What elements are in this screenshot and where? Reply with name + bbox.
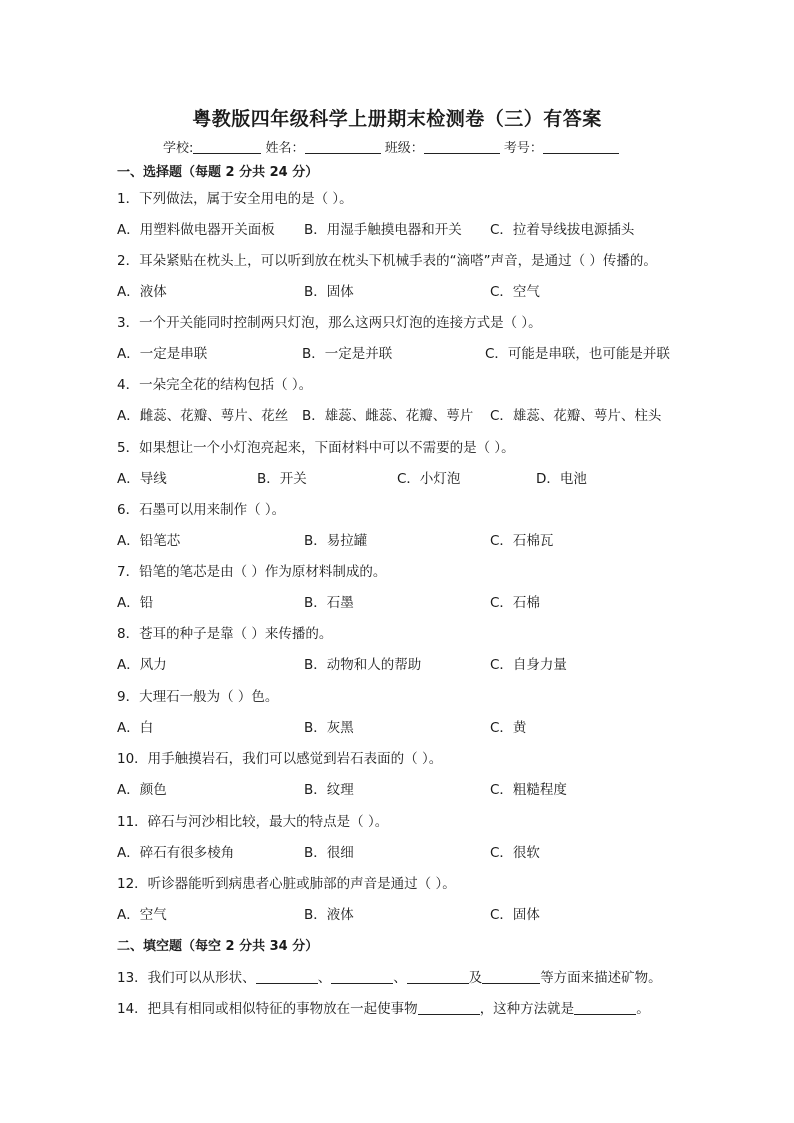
option-b[interactable]: B．纹理	[304, 782, 354, 798]
fill-in-question-14	[117, 997, 650, 1017]
question-text: 及	[468, 970, 483, 986]
exam-number-label: 考号：	[503, 141, 543, 156]
option-c[interactable]: C．小灯泡	[397, 471, 461, 487]
question-text: 14．把具有相同或相似特征的事物放在一起使事物	[117, 1001, 418, 1017]
question-text: 等方面来描述矿物。	[540, 970, 662, 986]
option-a[interactable]: A．颜色	[117, 782, 167, 798]
class-field[interactable]	[424, 139, 500, 154]
option-a[interactable]: A．雌蕊、花瓣、萼片、花丝	[117, 408, 289, 424]
answer-blank[interactable]	[418, 1000, 480, 1015]
question-stem: 9．大理石一般为（ ）色。	[117, 689, 279, 705]
question-options	[117, 903, 717, 923]
question-stem: 2．耳朵紧贴在枕头上，可以听到放在枕头下机械手表的“滴嗒”声音，是通过（ ）传播的。	[117, 253, 657, 269]
section-heading-fill-in: 二、填空题（每空 2 分共 34 分）	[117, 939, 319, 954]
name-label: 姓名：	[265, 141, 305, 156]
option-b[interactable]: B．很细	[304, 845, 354, 861]
question-options	[117, 404, 717, 424]
question-options	[117, 467, 717, 487]
question-stem: 11．碎石与河沙相比较，最大的特点是（ ）。	[117, 814, 389, 830]
option-a[interactable]: A．用塑料做电器开关面板	[117, 222, 275, 238]
option-b[interactable]: B．动物和人的帮助	[304, 657, 422, 673]
school-field[interactable]	[193, 139, 261, 154]
option-c[interactable]: C．自身力量	[490, 657, 567, 673]
question-text: ，这种方法就是	[479, 1001, 575, 1017]
exam-number-field[interactable]	[543, 139, 619, 154]
option-a[interactable]: A．铅	[117, 595, 154, 611]
option-d[interactable]: D．电池	[536, 471, 587, 487]
class-label: 班级：	[384, 141, 424, 156]
option-c[interactable]: C．石棉瓦	[490, 533, 554, 549]
question-stem: 3．一个开关能同时控制两只灯泡，那么这两只灯泡的连接方式是（ ）。	[117, 315, 542, 331]
question-options	[117, 841, 717, 861]
option-c[interactable]: C．空气	[490, 284, 540, 300]
section-heading-choice: 一、选择题（每题 2 分共 24 分）	[117, 165, 319, 180]
answer-blank[interactable]	[574, 1000, 636, 1015]
option-c[interactable]: C．黄	[490, 720, 527, 736]
option-c[interactable]: C．很软	[490, 845, 540, 861]
page-title: 粤教版四年级科学上册期末检测卷（三）有答案	[192, 108, 602, 130]
option-a[interactable]: A．液体	[117, 284, 167, 300]
answer-blank[interactable]	[256, 969, 318, 984]
option-c[interactable]: C．粗糙程度	[490, 782, 567, 798]
option-a[interactable]: A．碎石有很多棱角	[117, 845, 235, 861]
question-options	[117, 716, 717, 736]
question-text: 、	[317, 970, 332, 986]
question-text: 。	[636, 1001, 650, 1017]
question-stem: 5．如果想让一个小灯泡亮起来，下面材料中可以不需要的是（ ）。	[117, 440, 515, 456]
option-c[interactable]: C．雄蕊、花瓣、萼片、柱头	[490, 408, 662, 424]
option-b[interactable]: B．石墨	[304, 595, 354, 611]
answer-blank[interactable]	[482, 969, 540, 984]
student-info-line	[163, 137, 619, 156]
question-stem: 1．下列做法，属于安全用电的是（ ）。	[117, 191, 353, 207]
question-options	[117, 342, 717, 362]
question-text: 、	[393, 970, 407, 986]
question-stem: 6．石墨可以用来制作（ ）。	[117, 502, 286, 518]
question-stem: 12．听诊器能听到病患者心脏或肺部的声音是通过（ ）。	[117, 876, 456, 892]
option-b[interactable]: B．雄蕊、雌蕊、花瓣、萼片	[302, 408, 474, 424]
answer-blank[interactable]	[331, 969, 393, 984]
option-b[interactable]: B．固体	[304, 284, 354, 300]
school-label: 学校:	[163, 141, 194, 156]
fill-in-question-13	[117, 966, 662, 986]
option-b[interactable]: B．易拉罐	[304, 533, 368, 549]
question-options	[117, 280, 717, 300]
option-c[interactable]: C．可能是串联，也可能是并联	[485, 346, 670, 362]
question-options	[117, 218, 717, 238]
option-b[interactable]: B．灰黑	[304, 720, 354, 736]
question-stem: 4．一朵完全花的结构包括（ ）。	[117, 377, 313, 393]
question-options	[117, 529, 717, 549]
question-stem: 8．苍耳的种子是靠（ ）来传播的。	[117, 626, 333, 642]
option-c[interactable]: C．拉着导线拔电源插头	[490, 222, 635, 238]
option-b[interactable]: B．开关	[257, 471, 307, 487]
option-b[interactable]: B．用湿手触摸电器和开关	[304, 222, 462, 238]
option-a[interactable]: A．风力	[117, 657, 167, 673]
name-field[interactable]	[305, 139, 381, 154]
question-stem: 7．铅笔的笔芯是由（ ）作为原材料制成的。	[117, 564, 387, 580]
option-a[interactable]: A．白	[117, 720, 154, 736]
question-text: 13．我们可以从形状、	[117, 970, 256, 986]
option-a[interactable]: A．空气	[117, 907, 167, 923]
answer-blank[interactable]	[407, 969, 469, 984]
question-stem: 10．用手触摸岩石，我们可以感觉到岩石表面的（ ）。	[117, 751, 443, 767]
option-a[interactable]: A．铅笔芯	[117, 533, 181, 549]
question-options	[117, 591, 717, 611]
option-a[interactable]: A．一定是串联	[117, 346, 208, 362]
option-c[interactable]: C．石棉	[490, 595, 540, 611]
option-b[interactable]: B．一定是并联	[302, 346, 393, 362]
question-options	[117, 778, 717, 798]
option-a[interactable]: A．导线	[117, 471, 167, 487]
option-c[interactable]: C．固体	[490, 907, 540, 923]
question-options	[117, 653, 717, 673]
option-b[interactable]: B．液体	[304, 907, 354, 923]
